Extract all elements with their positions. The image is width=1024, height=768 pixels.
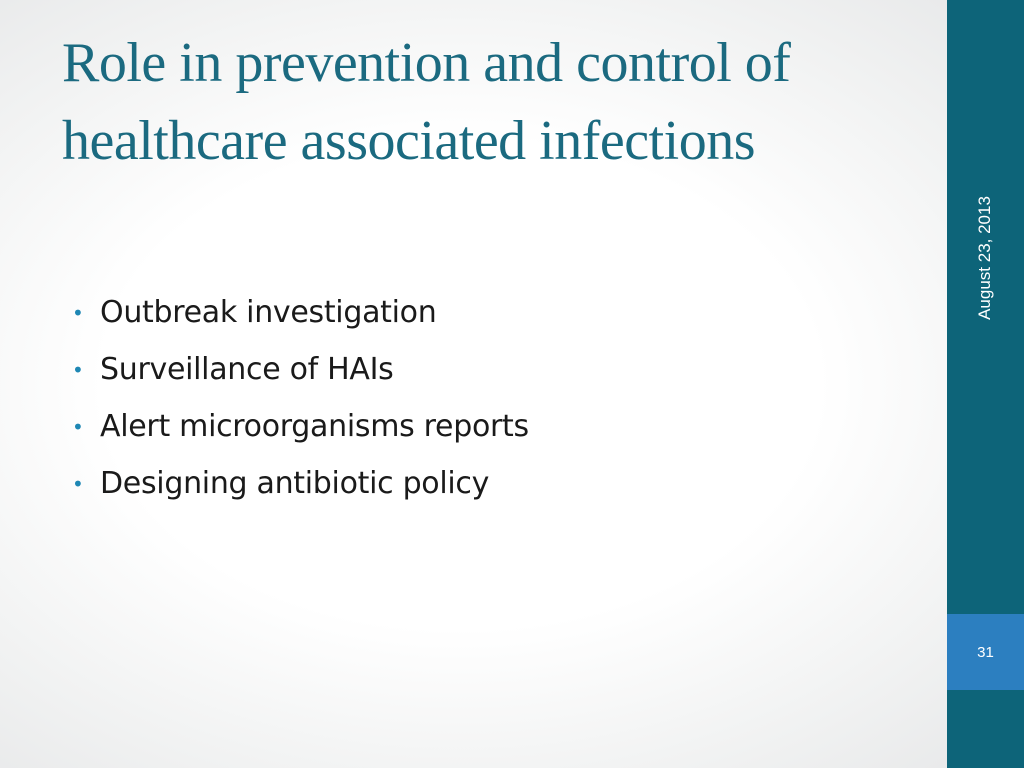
list-item [72,284,529,341]
bullet-icon: • [72,300,84,325]
bullet-text: Surveillance of HAIs [100,352,394,387]
bullet-text: Outbreak investigation [100,295,437,330]
list-item [72,398,529,455]
bullet-text: Designing antibiotic policy [100,466,490,501]
slide-title: Role in prevention and control of healthcare associated infections [62,32,791,172]
date-label: August 23, 2013 [975,196,994,320]
bullet-icon: • [72,471,84,496]
side-bar [947,0,1024,768]
list-item [72,341,529,398]
bullet-icon: • [72,414,84,439]
bullet-icon: • [72,357,84,382]
bullet-list [72,284,529,512]
bullet-text: Alert microorganisms reports [100,409,529,444]
list-item [72,455,529,512]
page-number-box [947,614,1024,690]
page-number: 31 [977,643,994,661]
